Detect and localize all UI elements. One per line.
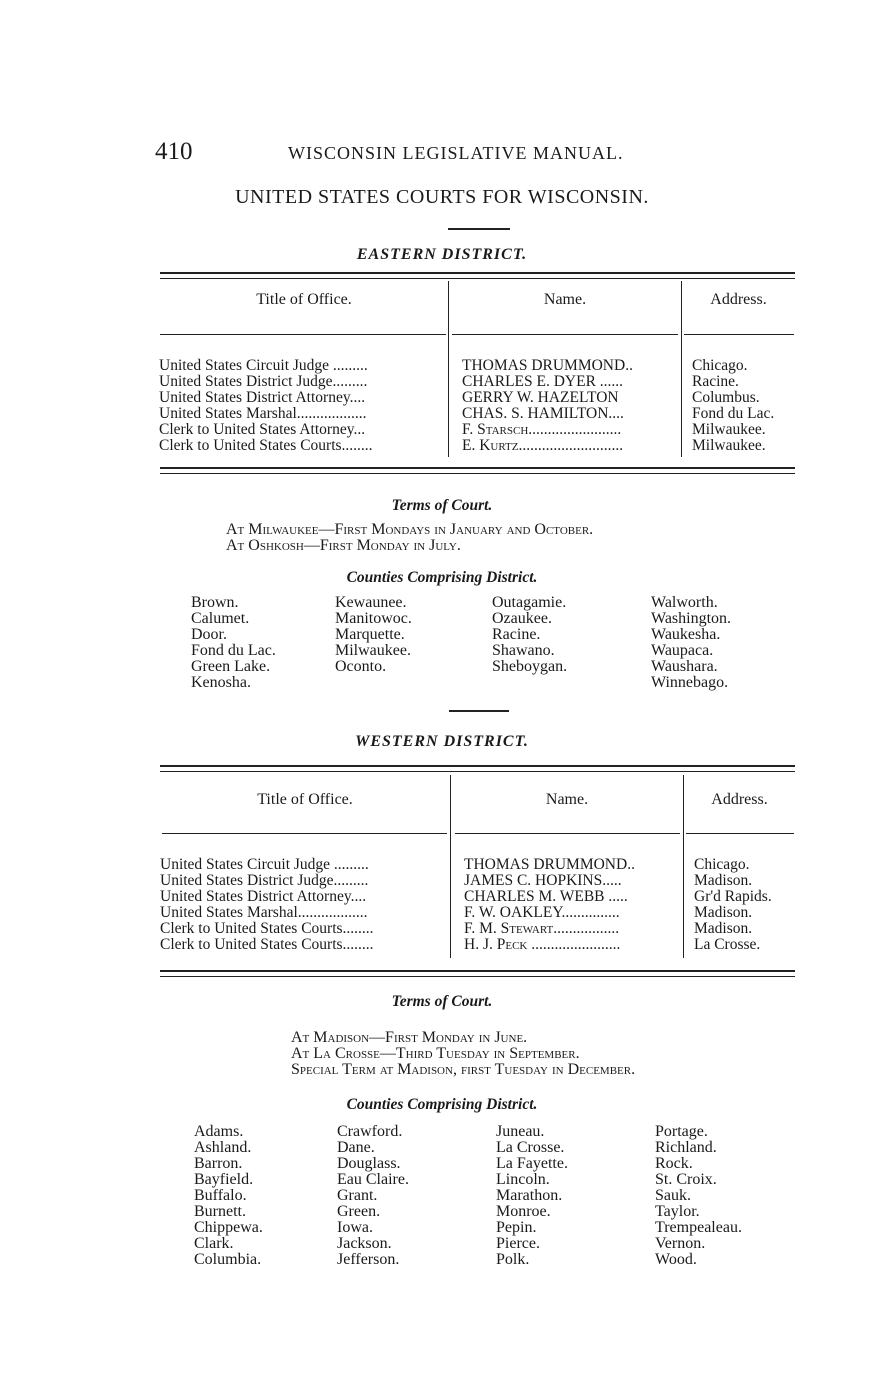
table-row-address: Fond du Lac. <box>692 406 775 422</box>
eastern-col-name: Name. <box>543 291 587 308</box>
table-row-name: E. Kurtz........................... <box>462 438 624 454</box>
western-counties-heading: Counties Comprising District. <box>346 1096 538 1113</box>
table-row-name: CHARLES E. DYER ...... <box>462 374 624 390</box>
eastern-header-rule <box>160 334 446 335</box>
list-item: Racine. <box>492 626 541 643</box>
table-row-name: CHAS. S. HAMILTON.... <box>462 406 624 422</box>
list-item: Milwaukee. <box>335 642 411 659</box>
table-row-name: H. J. Peck ....................... <box>464 937 621 953</box>
list-item: La Fayette. <box>496 1155 568 1172</box>
list-item: Washington. <box>651 610 732 627</box>
list-item: Richland. <box>655 1139 717 1156</box>
table-row-name: THOMAS DRUMMOND.. <box>462 358 633 374</box>
eastern-counties-heading: Counties Comprising District. <box>346 569 538 586</box>
list-item: Waupaca. <box>651 642 714 659</box>
western-district-heading: WESTERN DISTRICT. <box>355 733 529 750</box>
list-item: Waukesha. <box>651 626 721 643</box>
table-row-address: Columbus. <box>692 390 760 406</box>
title-rule <box>448 228 510 230</box>
list-item: Juneau. <box>496 1123 545 1140</box>
table-row-name: THOMAS DRUMMOND.. <box>464 857 635 873</box>
list-item: Ashland. <box>194 1139 252 1156</box>
table-row-address: Madison. <box>694 873 753 889</box>
eastern-district-heading: EASTERN DISTRICT. <box>356 246 528 263</box>
table-row-title: United States District Judge......... <box>159 374 368 390</box>
list-item: Ozaukee. <box>492 610 552 627</box>
list-item: Adams. <box>194 1123 244 1140</box>
list-item: St. Croix. <box>655 1171 717 1188</box>
table-row-title: Clerk to United States Attorney... <box>159 422 366 438</box>
western-header-rule <box>162 833 447 834</box>
list-item: Burnett. <box>194 1203 246 1220</box>
page-header <box>155 138 755 168</box>
eastern-col-divider <box>448 281 449 457</box>
table-row-title: Clerk to United States Courts........ <box>160 921 374 937</box>
list-item: Marquette. <box>335 626 405 643</box>
western-header-rule <box>455 833 680 834</box>
table-row-address: Milwaukee. <box>692 422 766 438</box>
eastern-county-column <box>651 595 731 691</box>
list-item: Marathon. <box>496 1187 563 1204</box>
list-item: Taylor. <box>655 1203 700 1220</box>
list-item: Barron. <box>194 1155 243 1172</box>
list-item: Jackson. <box>337 1235 392 1252</box>
list-item: Oconto. <box>335 658 387 675</box>
list-item: Outagamie. <box>492 594 567 611</box>
eastern-terms-heading: Terms of Court. <box>391 497 493 514</box>
eastern-county-column <box>335 595 412 675</box>
list-item: Shawano. <box>492 642 555 659</box>
list-item: Chippewa. <box>194 1219 263 1236</box>
western-col-divider <box>450 775 451 958</box>
eastern-term-line: At Milwaukee—First Mondays in January and October. <box>226 521 594 538</box>
list-item: Waushara. <box>651 658 718 675</box>
table-row-address: Racine. <box>692 374 739 390</box>
table-row-name: CHARLES M. WEBB ..... <box>464 889 628 905</box>
eastern-bottom-rule <box>160 467 795 474</box>
table-row-title: United States Circuit Judge ......... <box>159 358 368 374</box>
western-county-column <box>655 1124 742 1268</box>
list-item: Pierce. <box>496 1235 540 1252</box>
table-row-title: United States District Judge......... <box>160 873 369 889</box>
eastern-county-column <box>191 595 276 691</box>
list-item: Polk. <box>496 1251 530 1268</box>
list-item: Vernon. <box>655 1235 706 1252</box>
list-item: Clark. <box>194 1235 234 1252</box>
list-item: Lincoln. <box>496 1171 550 1188</box>
western-top-rule <box>160 765 795 772</box>
list-item: Fond du Lac. <box>191 642 276 659</box>
western-bottom-rule <box>160 970 795 977</box>
eastern-col-title: Title of Office. <box>256 291 352 308</box>
list-item: Jefferson. <box>337 1251 400 1268</box>
list-item: Pepin. <box>496 1219 537 1236</box>
table-row-name: JAMES C. HOPKINS..... <box>464 873 622 889</box>
table-row-name: F. Starsch........................ <box>462 422 622 438</box>
table-row-address: Madison. <box>694 921 753 937</box>
list-item: Eau Claire. <box>337 1171 409 1188</box>
list-item: Buffalo. <box>194 1187 247 1204</box>
table-row-name: GERRY W. HAZELTON <box>462 390 619 406</box>
list-item: Sauk. <box>655 1187 691 1204</box>
list-item: Dane. <box>337 1139 375 1156</box>
page-number: 410 <box>155 138 193 165</box>
table-row-address: Gr'd Rapids. <box>694 889 772 905</box>
table-row-name: F. M. Stewart................. <box>464 921 620 937</box>
list-item: Kewaunee. <box>335 594 407 611</box>
list-item: Sheboygan. <box>492 658 568 675</box>
district-separator-rule <box>449 710 509 712</box>
western-county-column <box>496 1124 568 1268</box>
list-item: Green Lake. <box>191 658 271 675</box>
western-term-line: Special Term at Madison, first Tuesday in December. <box>291 1061 636 1078</box>
western-county-column <box>194 1124 263 1268</box>
western-col-address: Address. <box>711 791 768 808</box>
table-row-name: F. W. OAKLEY............... <box>464 905 620 921</box>
table-row-address: Chicago. <box>694 857 750 873</box>
table-row-title: United States District Attorney.... <box>160 889 367 905</box>
western-col-name: Name. <box>545 791 589 808</box>
list-item: Wood. <box>655 1251 697 1268</box>
western-county-column <box>337 1124 409 1268</box>
table-row-address: Madison. <box>694 905 753 921</box>
list-item: Monroe. <box>496 1203 551 1220</box>
list-item: Green. <box>337 1203 381 1220</box>
eastern-county-column <box>492 595 567 675</box>
table-row-address: Milwaukee. <box>692 438 766 454</box>
list-item: Manitowoc. <box>335 610 412 627</box>
list-item: La Crosse. <box>496 1139 565 1156</box>
list-item: Douglass. <box>337 1155 401 1172</box>
table-row-title: Clerk to United States Courts........ <box>159 438 373 454</box>
eastern-col-address: Address. <box>710 291 767 308</box>
western-term-line: At Madison—First Monday in June. <box>291 1029 528 1046</box>
western-header-rule <box>686 833 794 834</box>
list-item: Grant. <box>337 1187 378 1204</box>
table-row-address: Chicago. <box>692 358 748 374</box>
list-item: Iowa. <box>337 1219 373 1236</box>
list-item: Trempealeau. <box>655 1219 742 1236</box>
list-item: Portage. <box>655 1123 708 1140</box>
list-item: Rock. <box>655 1155 693 1172</box>
eastern-header-rule <box>452 334 678 335</box>
list-item: Winnebago. <box>651 674 729 691</box>
western-terms-heading: Terms of Court. <box>391 993 493 1010</box>
table-row-title: United States Marshal.................. <box>159 406 367 422</box>
list-item: Crawford. <box>337 1123 403 1140</box>
page-title: UNITED STATES COURTS FOR WISCONSIN. <box>235 186 649 208</box>
table-row-title: Clerk to United States Courts........ <box>160 937 374 953</box>
table-row-title: United States Circuit Judge ......... <box>160 857 369 873</box>
western-term-line: At La Crosse—Third Tuesday in September. <box>291 1045 580 1062</box>
list-item: Bayfield. <box>194 1171 254 1188</box>
table-row-title: United States Marshal.................. <box>160 905 368 921</box>
list-item: Walworth. <box>651 594 718 611</box>
eastern-header-rule <box>684 334 794 335</box>
list-item: Kenosha. <box>191 674 251 691</box>
running-title: WISCONSIN LEGISLATIVE MANUAL. <box>288 143 624 163</box>
list-item: Door. <box>191 626 227 643</box>
western-col-title: Title of Office. <box>257 791 353 808</box>
list-item: Brown. <box>191 594 239 611</box>
table-row-address: La Crosse. <box>694 937 761 953</box>
table-row-title: United States District Attorney.... <box>159 390 366 406</box>
list-item: Columbia. <box>194 1251 262 1268</box>
eastern-term-line: At Oshkosh—First Monday in July. <box>226 537 461 554</box>
list-item: Calumet. <box>191 610 250 627</box>
eastern-top-rule <box>160 272 795 279</box>
